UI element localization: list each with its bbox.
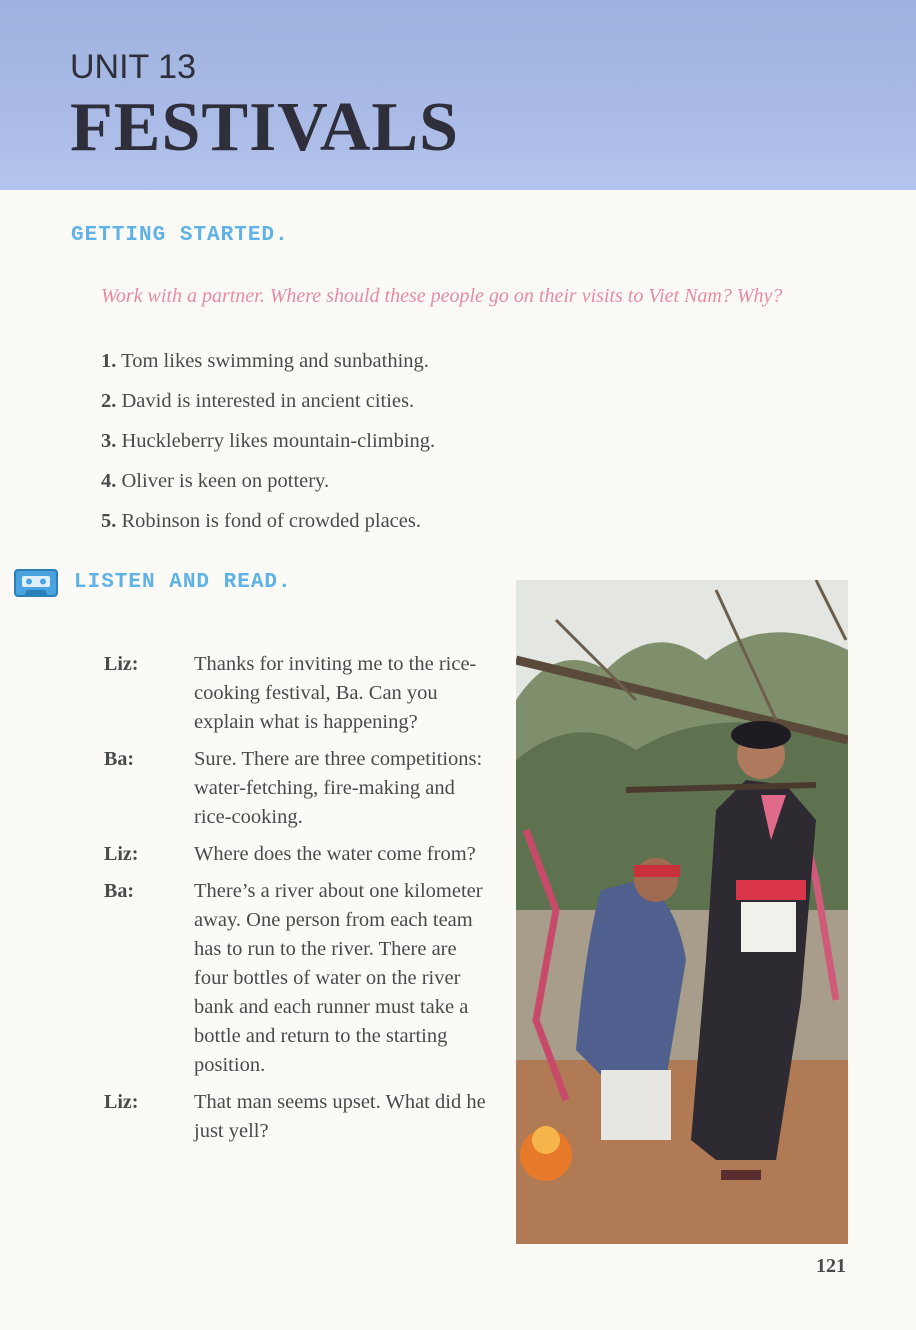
dialog-turn: [104, 1088, 494, 1146]
dialog-speaker: Liz:: [104, 843, 139, 865]
list-item: [101, 346, 435, 386]
unit-title: FESTIVALS: [70, 89, 460, 166]
banner-torn-edge: [0, 170, 916, 200]
list-item: [101, 466, 435, 506]
item-text: Oliver is keen on pottery.: [121, 470, 330, 492]
item-number: 3.: [101, 430, 117, 452]
dialog-turn: [104, 745, 494, 832]
item-number: 4.: [101, 470, 117, 492]
list-item: [101, 426, 435, 466]
dialog-speaker: Ba:: [104, 748, 134, 770]
dialog-line: Sure. There are three competitions: water-fetching, fire-making and rice-cooking.: [194, 748, 483, 828]
list-item: [101, 386, 435, 426]
item-number: 1.: [101, 350, 117, 372]
item-number: 2.: [101, 390, 117, 412]
festival-photo: [516, 580, 848, 1244]
dialog-turn: [104, 650, 494, 737]
dialog-turn: [104, 877, 494, 1080]
getting-started-instruction: Work with a partner. Where should these people go on their visits to Viet Nam? Why?: [101, 285, 783, 307]
dialog-speaker: Ba:: [104, 880, 134, 902]
item-text: Huckleberry likes mountain-climbing.: [121, 430, 436, 452]
dialog-line: That man seems upset. What did he just yell?: [194, 1091, 486, 1142]
dialog: [104, 650, 494, 1154]
item-text: Tom likes swimming and sunbathing.: [121, 350, 429, 372]
dialog-line: Thanks for inviting me to the rice-cooking festival, Ba. Can you explain what is happening?: [194, 653, 477, 733]
unit-label: UNIT 13: [70, 48, 196, 86]
cassette-icon: [14, 568, 58, 598]
getting-started-heading: GETTING STARTED.: [71, 224, 289, 247]
listen-and-read-heading: LISTEN AND READ.: [74, 571, 292, 594]
item-number: 5.: [101, 510, 117, 532]
list-item: [101, 506, 435, 546]
item-text: David is interested in ancient cities.: [121, 390, 415, 412]
dialog-line: Where does the water come from?: [194, 843, 476, 865]
page-number: 121: [816, 1255, 846, 1277]
item-text: Robinson is fond of crowded places.: [121, 510, 421, 532]
dialog-speaker: Liz:: [104, 1091, 139, 1113]
dialog-line: There’s a river about one kilometer away. One person from each team has to run to the river. There are four bottles of water on the river bank and each runner must take a bottle and return to the starting position.: [194, 880, 483, 1076]
getting-started-list: [101, 346, 435, 546]
dialog-turn: [104, 840, 494, 869]
dialog-speaker: Liz:: [104, 653, 139, 675]
